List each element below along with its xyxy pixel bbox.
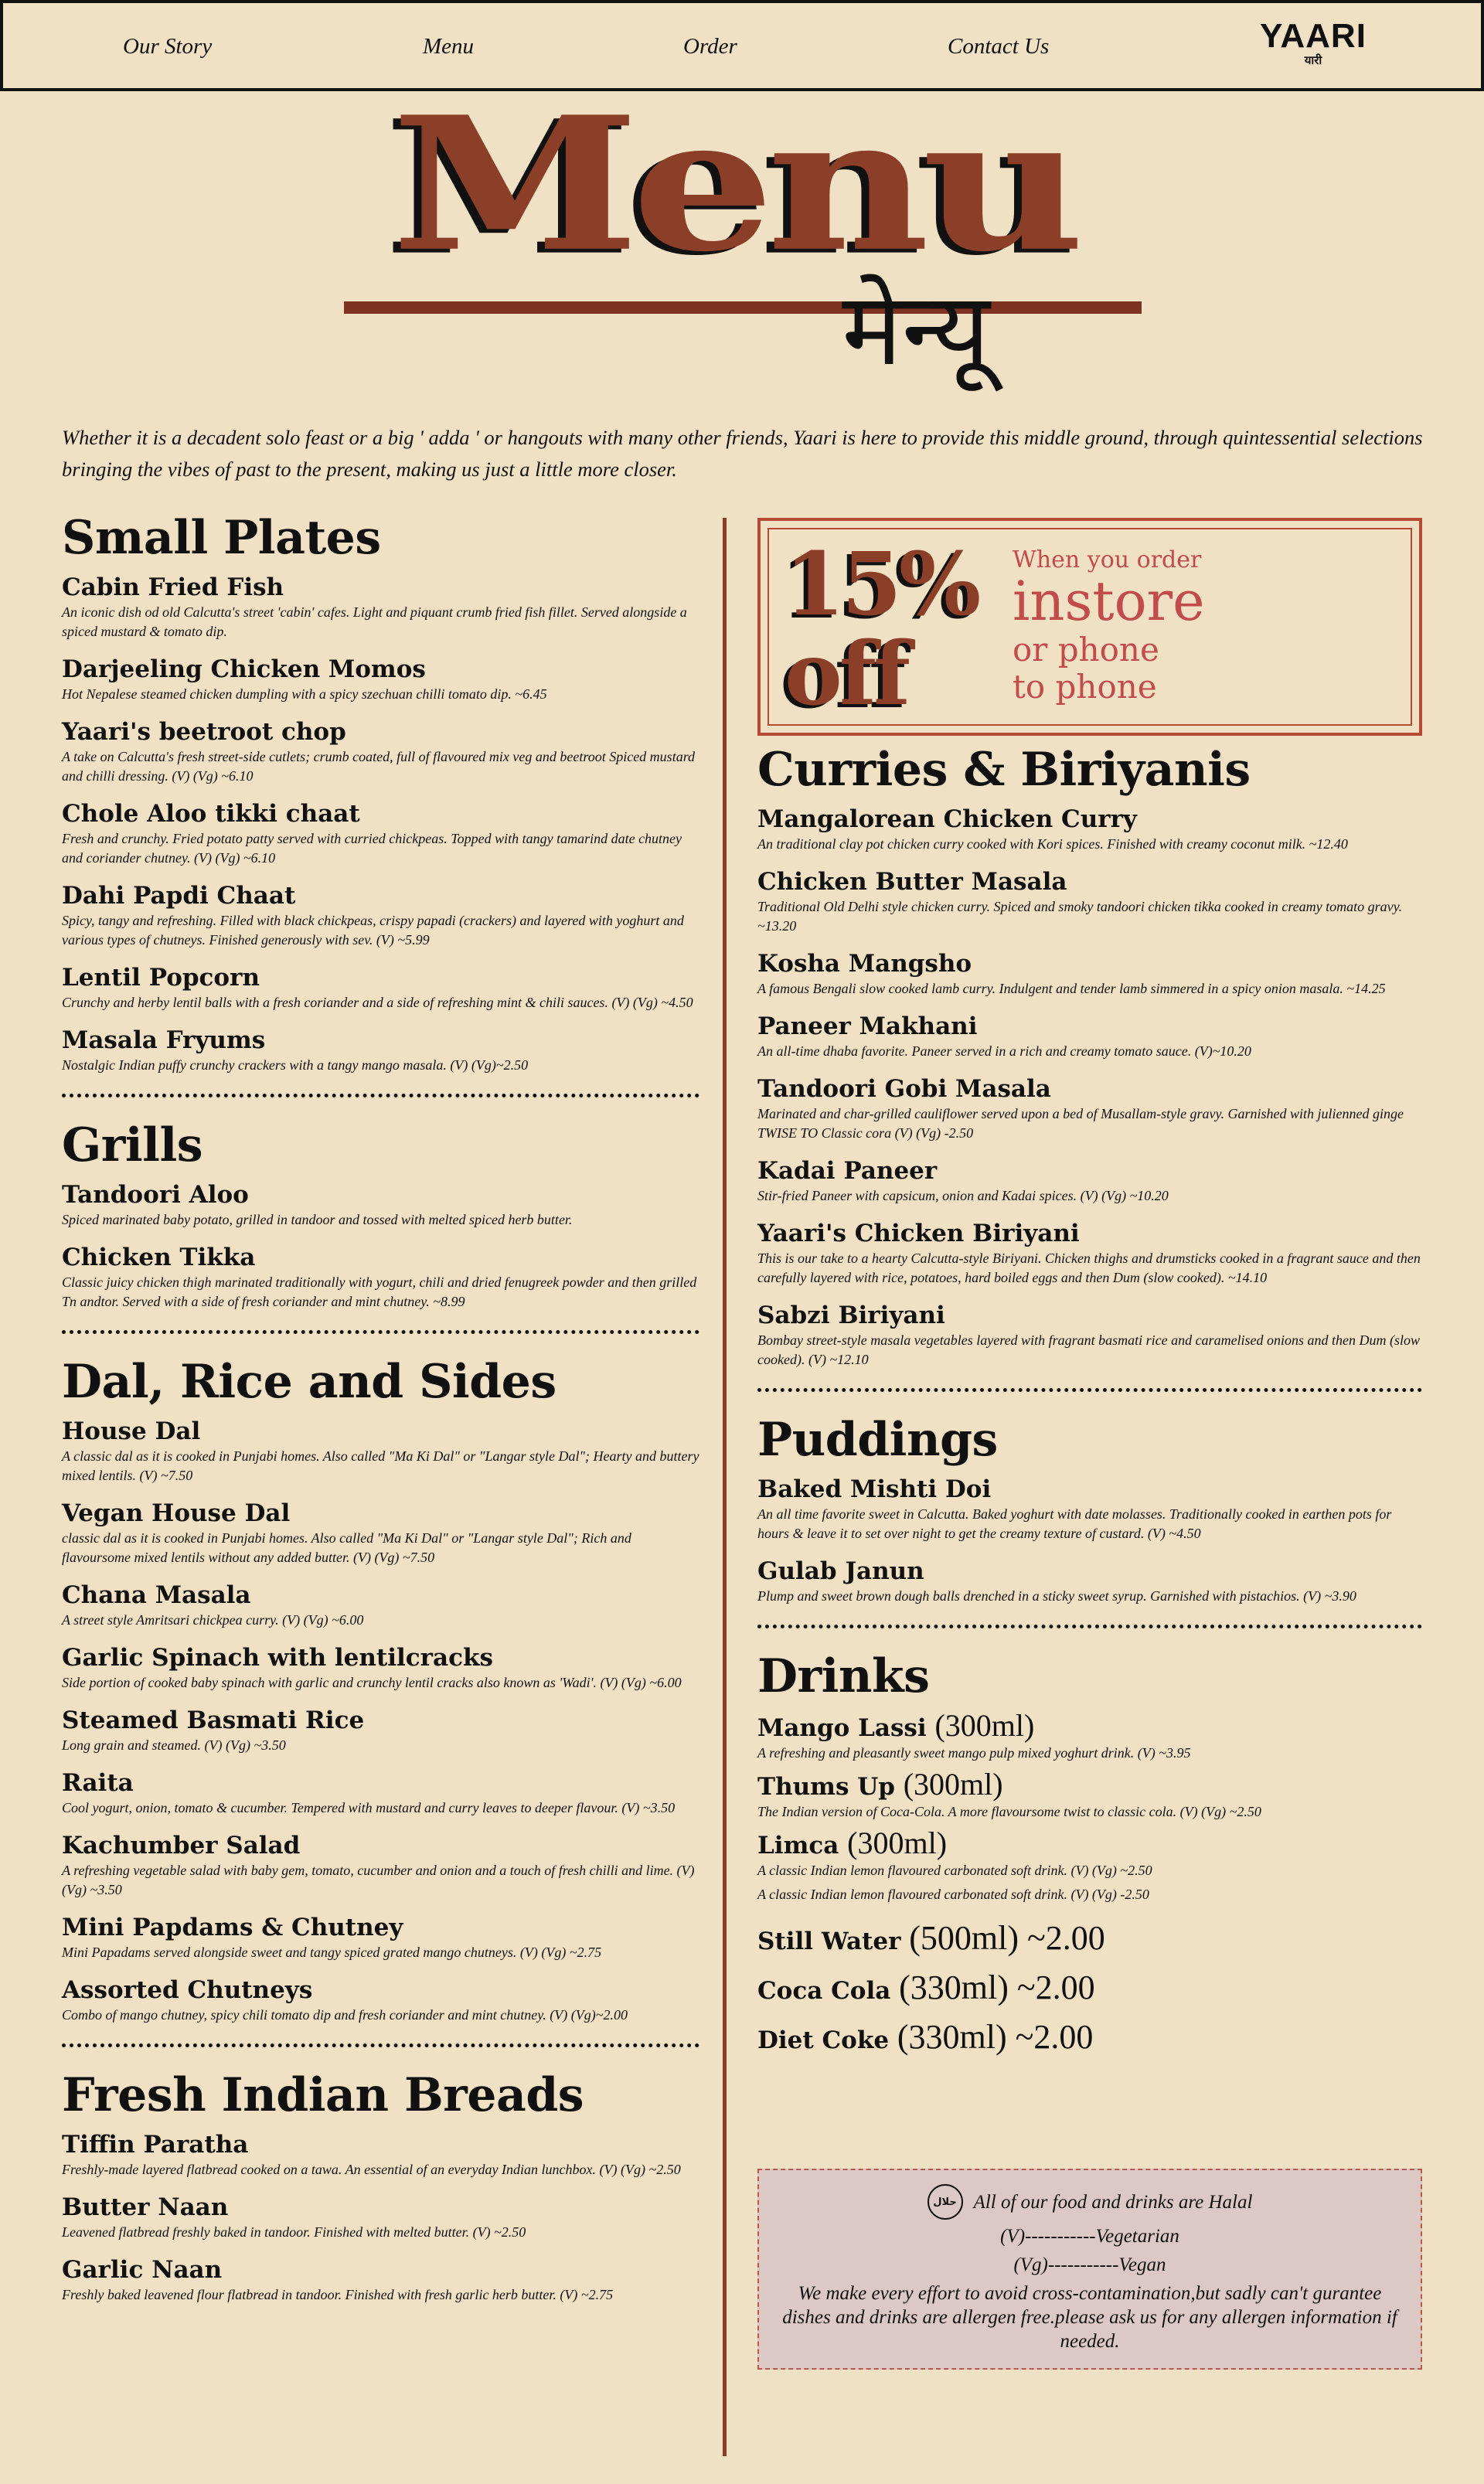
item-name: Kadai Paneer <box>757 1157 938 1185</box>
section-dal-rice-sides <box>62 1354 699 2025</box>
menu-item <box>62 572 699 641</box>
item-desc: Crunchy and herby lentil balls with a fresh coriander and a side of refreshing mint & chili sauces. (V) (Vg) ~4.50 <box>62 995 693 1010</box>
menu-item <box>62 1179 699 1230</box>
allergen-note: We make every effort to avoid cross-contamination,but sadly can't gurantee dishes and drinks are allergen free.please ask us for any allergen information if needed. <box>782 2283 1397 2352</box>
item-name <box>757 1710 1422 1744</box>
item-name: Chole Aloo tikki chaat <box>62 800 360 828</box>
menu-item <box>757 1074 1422 1143</box>
item-desc: Hot Nepalese steamed chicken dumpling with a spicy szechuan chilli tomato dip. ~6.45 <box>62 686 547 702</box>
item-name <box>757 1769 1422 1802</box>
menu-item <box>757 866 1422 936</box>
drink-name: Mango Lassi <box>757 1714 927 1742</box>
menu-item <box>757 1011 1422 1061</box>
item-name: Chana Masala <box>62 1581 251 1609</box>
item-desc: Nostalgic Indian puffy crunchy crackers with a tangy mango masala. (V) (Vg)~2.50 <box>62 1057 529 1073</box>
item-name: Yaari's beetroot chop <box>62 718 346 746</box>
menu-item <box>62 654 699 704</box>
column-divider <box>723 518 727 2456</box>
item-desc: Classic juicy chicken thigh marinated traditionally with yogurt, chili and dried fenugreek powder and then grilled Tn andtor. Served with a side of fresh coriander and mint chutney. ~8.99 <box>62 1274 697 1309</box>
item-desc: Leavened flatbread freshly baked in tandoor. Finished with melted butter. (V) ~2.50 <box>62 2224 526 2240</box>
item-desc: A classic dal as it is cooked in Punjabi homes. Also called "Ma Ki Dal" or "Langar style Dal"; Hearty and buttery mixed lentils. (V) ~7.50 <box>62 1448 699 1483</box>
item-desc: Stir-fried Paneer with capsicum, onion and Kadai spices. (V) (Vg) ~10.20 <box>757 1188 1169 1203</box>
section-divider <box>757 1388 1422 1392</box>
menu-item <box>62 798 699 868</box>
item-name: Assorted Chutneys <box>62 1976 313 2004</box>
drink-name: Diet Coke <box>757 2026 890 2054</box>
menu-item <box>757 1828 1422 1904</box>
menu-item <box>757 948 1422 999</box>
section-divider <box>62 2043 699 2047</box>
menu-item <box>757 1300 1422 1370</box>
drink-size: (300ml) <box>934 1708 1035 1743</box>
item-name: Tandoori Aloo <box>62 1181 249 1209</box>
nav-order[interactable]: Order <box>683 34 737 59</box>
item-desc: Freshly-made layered flatbread cooked on a tawa. An essential of an everyday Indian lunchbox. (V) (Vg) ~2.50 <box>62 2162 681 2177</box>
item-name: Lentil Popcorn <box>62 964 260 992</box>
item-desc: Long grain and steamed. (V) (Vg) ~3.50 <box>62 1737 286 1753</box>
item-desc: A famous Bengali slow cooked lamb curry. Indulgent and tender lamb simmered in a spicy onion masala. ~14.25 <box>757 981 1386 996</box>
item-name: Butter Naan <box>62 2193 229 2221</box>
section-title: Grills <box>62 1118 203 1172</box>
offer-line-3: or phone <box>1013 631 1159 669</box>
menu-item <box>62 1642 699 1693</box>
drink-size-price: (500ml) ~2.00 <box>909 1919 1105 1957</box>
offer-line-2: instore <box>1013 570 1205 633</box>
menu-item <box>757 1556 1422 1606</box>
item-name: Raita <box>62 1769 134 1797</box>
item-name: Mangalorean Chicken Curry <box>757 805 1137 833</box>
offer-discount <box>785 534 979 725</box>
menu-item <box>757 1710 1422 1763</box>
brand-name: YAARI <box>1260 17 1367 55</box>
item-desc: This is our take to a hearty Calcutta-style Biriyani. Chicken thighs and drumsticks cooked in a fragrant sauce and then carefully layered with rice, potatoes, hard boiled eggs and then Dum (slow cooked). ~14.10 <box>757 1251 1421 1285</box>
item-desc: Marinated and char-grilled cauliflower served upon a bed of Musallam-style gravy. Garnished with julienned ginge TWISE TO Classic cora (V) (Vg) -2.50 <box>757 1106 1404 1141</box>
drink-name: Limca <box>757 1832 839 1860</box>
menu-item <box>757 1218 1422 1288</box>
item-name: Mini Papdams & Chutney <box>62 1914 403 1941</box>
item-name: Chicken Butter Masala <box>757 868 1067 896</box>
drink-size: (300ml) <box>903 1767 1003 1802</box>
section-divider <box>757 1625 1422 1628</box>
nav-menu[interactable]: Menu <box>423 34 475 59</box>
item-name: Sabzi Biriyani <box>757 1302 945 1329</box>
section-breads <box>62 2067 699 2305</box>
legend-vegan: (Vg)-----------Vegan <box>1013 2254 1166 2275</box>
plain-drink <box>757 2014 1422 2064</box>
drink-name: Still Water <box>757 1928 901 1955</box>
section-divider <box>62 1094 699 1097</box>
item-name: Steamed Basmati Rice <box>62 1706 365 1734</box>
offer-off: off <box>785 624 908 725</box>
item-desc: An iconic dish od old Calcutta's street 'cabin' cafes. Light and piquant crumb fried fish fillet. Served alongside a spiced mustard & tomato dip. <box>62 604 687 639</box>
plain-drink <box>757 1965 1422 2014</box>
menu-item <box>62 1025 699 1075</box>
menu-item <box>62 716 699 786</box>
section-title: Small Plates <box>62 511 381 565</box>
menu-item <box>62 1498 699 1567</box>
item-desc: Bombay street-style masala vegetables layered with fragrant basmati rice and caramelised onions and then Dum (slow cooked). (V) ~12.10 <box>757 1332 1421 1367</box>
offer-banner <box>757 518 1422 736</box>
item-name: Kachumber Salad <box>62 1832 301 1860</box>
item-desc: A street style Amritsari chickpea curry. (V) (Vg) ~6.00 <box>62 1612 364 1628</box>
menu-item <box>62 2129 699 2179</box>
section-title: Fresh Indian Breads <box>62 2068 584 2122</box>
menu-item <box>62 880 699 950</box>
item-name: Tandoori Gobi Masala <box>757 1075 1051 1103</box>
item-desc: Fresh and crunchy. Fried potato patty served with curried chickpeas. Topped with tangy tamarind date chutney and coriander chutney. (V) (Vg) ~6.10 <box>62 831 682 866</box>
drink-name: Thums Up <box>757 1773 895 1801</box>
item-name: Vegan House Dal <box>62 1499 291 1527</box>
menu-item <box>62 1830 699 1900</box>
item-name: Yaari's Chicken Biriyani <box>757 1220 1080 1247</box>
halal-icon: حلال <box>928 2184 963 2220</box>
menu-item <box>62 1705 699 1755</box>
menu-item <box>62 1416 699 1485</box>
intro-text: Whether it is a decadent solo feast or a big ' adda ' or hangouts with many other friends, Yaari is here to provide this middle ground, through quintessential selections bringing the vibes of past to the present, making us just a little more closer. <box>62 426 1423 481</box>
item-name: Garlic Spinach with lentilcracks <box>62 1644 493 1672</box>
item-desc: The Indian version of Coca-Cola. A more flavoursome twist to classic cola. (V) (Vg) ~2.50 <box>757 1804 1261 1819</box>
item-desc: An traditional clay pot chicken curry cooked with Kori spices. Finished with creamy coconut milk. ~12.40 <box>757 836 1348 852</box>
item-desc: A refreshing vegetable salad with baby gem, tomato, cucumber and onion and a touch of fresh chilli and lime. (V) (Vg) ~3.50 <box>62 1863 695 1897</box>
item-name: Chicken Tikka <box>62 1244 256 1271</box>
left-column <box>62 510 699 2317</box>
item-name: Dahi Papdi Chaat <box>62 882 296 910</box>
drink-size-price: (330ml) ~2.00 <box>899 1968 1095 2006</box>
item-desc: A classic Indian lemon flavoured carbonated soft drink. (V) (Vg) ~2.50 <box>757 1863 1152 1878</box>
menu-item <box>757 1155 1422 1206</box>
item-desc: Freshly baked leavened flour flatbread in tandoor. Finished with fresh garlic herb butter. (V) ~2.75 <box>62 2287 614 2302</box>
halal-info-box <box>757 2169 1422 2370</box>
item-desc: An all-time dhaba favorite. Paneer served in a rich and creamy tomato sauce. (V)~10.20 <box>757 1043 1251 1059</box>
item-desc: classic dal as it is cooked in Punjabi homes. Also called "Ma Ki Dal" or "Langar style Dal"; Rich and flavoursome mixed lentils without any added butter. (V) (Vg) ~7.50 <box>62 1530 631 1565</box>
item-name <box>757 1828 1422 1861</box>
item-name: Garlic Naan <box>62 2256 223 2284</box>
item-desc: Spicy, tangy and refreshing. Filled with black chickpeas, crispy papadi (crackers) and layered with yoghurt and various types of chutneys. Finished generously with sev. (V) ~5.99 <box>62 913 684 948</box>
item-desc: Plump and sweet brown dough balls drenched in a sticky sweet syrup. Garnished with pistachios. (V) ~3.90 <box>757 1588 1356 1604</box>
right-column <box>757 742 1422 2064</box>
nav-contact-us[interactable]: Contact Us <box>948 34 1050 59</box>
item-name: Masala Fryums <box>62 1026 266 1054</box>
offer-inner-border <box>768 528 1412 726</box>
brand-logo[interactable] <box>1255 17 1371 68</box>
menu-item <box>62 1912 699 1962</box>
menu-item <box>62 2192 699 2242</box>
section-title: Puddings <box>757 1413 998 1467</box>
item-name: Tiffin Paratha <box>62 2131 249 2159</box>
item-desc-repeat: A classic Indian lemon flavoured carbonated soft drink. (V) (Vg) -2.50 <box>757 1887 1149 1902</box>
menu-item <box>757 1769 1422 1822</box>
item-name: Cabin Fried Fish <box>62 573 284 601</box>
section-puddings <box>757 1412 1422 1606</box>
menu-item <box>757 804 1422 854</box>
menu-item <box>62 1242 699 1312</box>
menu-item <box>757 1474 1422 1543</box>
section-title: Dal, Rice and Sides <box>62 1355 556 1409</box>
item-desc: Cool yogurt, onion, tomato & cucumber. Tempered with mustard and curry leaves to deeper flavour. (V) ~3.50 <box>62 1800 676 1815</box>
section-curries <box>757 742 1422 1370</box>
drink-name: Coca Cola <box>757 1977 891 2005</box>
item-desc: Combo of mango chutney, spicy chili tomato dip and fresh coriander and mint chutney. (V) (Vg)~2.00 <box>62 2007 628 2023</box>
legend-vegetarian: (V)-----------Vegetarian <box>1000 2226 1179 2247</box>
section-grills <box>62 1118 699 1312</box>
section-title: Drinks <box>757 1649 930 1703</box>
section-small-plates <box>62 510 699 1075</box>
item-desc: Spiced marinated baby potato, grilled in tandoor and tossed with melted spiced herb butter. <box>62 1212 573 1227</box>
halal-statement: All of our food and drinks are Halal <box>973 2191 1253 2213</box>
offer-line-4: to phone <box>1013 668 1157 706</box>
brand-hindi: यारी <box>1304 53 1322 67</box>
drink-size-price: (330ml) ~2.00 <box>897 2018 1094 2056</box>
offer-line-1: When you order <box>1013 546 1202 573</box>
item-name: Gulab Janun <box>757 1557 924 1585</box>
item-name: Kosha Mangsho <box>757 950 972 978</box>
item-desc: A refreshing and pleasantly sweet mango pulp mixed yoghurt drink. (V) ~3.95 <box>757 1745 1191 1761</box>
item-name: Baked Mishti Doi <box>757 1475 992 1503</box>
menu-item <box>62 2254 699 2305</box>
offer-percent: 15% <box>785 534 979 635</box>
offer-text <box>1013 545 1205 706</box>
nav-our-story[interactable]: Our Story <box>123 34 213 59</box>
page-title-hindi: मेन्यू <box>842 271 990 388</box>
menu-item <box>62 962 699 1012</box>
plain-drink <box>757 1915 1422 1965</box>
menu-item <box>62 1580 699 1630</box>
page-title: Menu <box>391 77 1077 293</box>
item-desc: Mini Papadams served alongside sweet and tangy spiced grated mango chutneys. (V) (Vg) ~2.75 <box>62 1945 602 1960</box>
section-divider <box>62 1330 699 1334</box>
item-desc: A take on Calcutta's fresh street-side cutlets; crumb coated, full of flavoured mix veg and beetroot Spiced mustard and chilli dressing. (V) (Vg) ~6.10 <box>62 749 696 784</box>
menu-item <box>62 1975 699 2025</box>
drink-size: (300ml) <box>847 1826 948 1860</box>
section-drinks <box>757 1649 1422 2064</box>
item-desc: Side portion of cooked baby spinach with garlic and crunchy lentil cracks also known as 'Wadi'. (V) (Vg) ~6.00 <box>62 1675 682 1690</box>
item-desc: Traditional Old Delhi style chicken curry. Spiced and smoky tandoori chicken tikka cooked in creamy tomato gravy. ~13.20 <box>757 899 1403 934</box>
item-name: Paneer Makhani <box>757 1012 978 1040</box>
item-name: House Dal <box>62 1417 201 1445</box>
menu-item <box>62 1768 699 1818</box>
section-title: Curries & Biriyanis <box>757 743 1251 797</box>
item-name: Darjeeling Chicken Momos <box>62 655 426 683</box>
halal-header <box>759 2184 1421 2220</box>
item-desc: An all time favorite sweet in Calcutta. Baked yoghurt with date molasses. Traditionally cooked in earthen pots for hours & leave it to set over night to get the creamy texture of custard. (V) ~4.50 <box>757 1506 1392 1541</box>
